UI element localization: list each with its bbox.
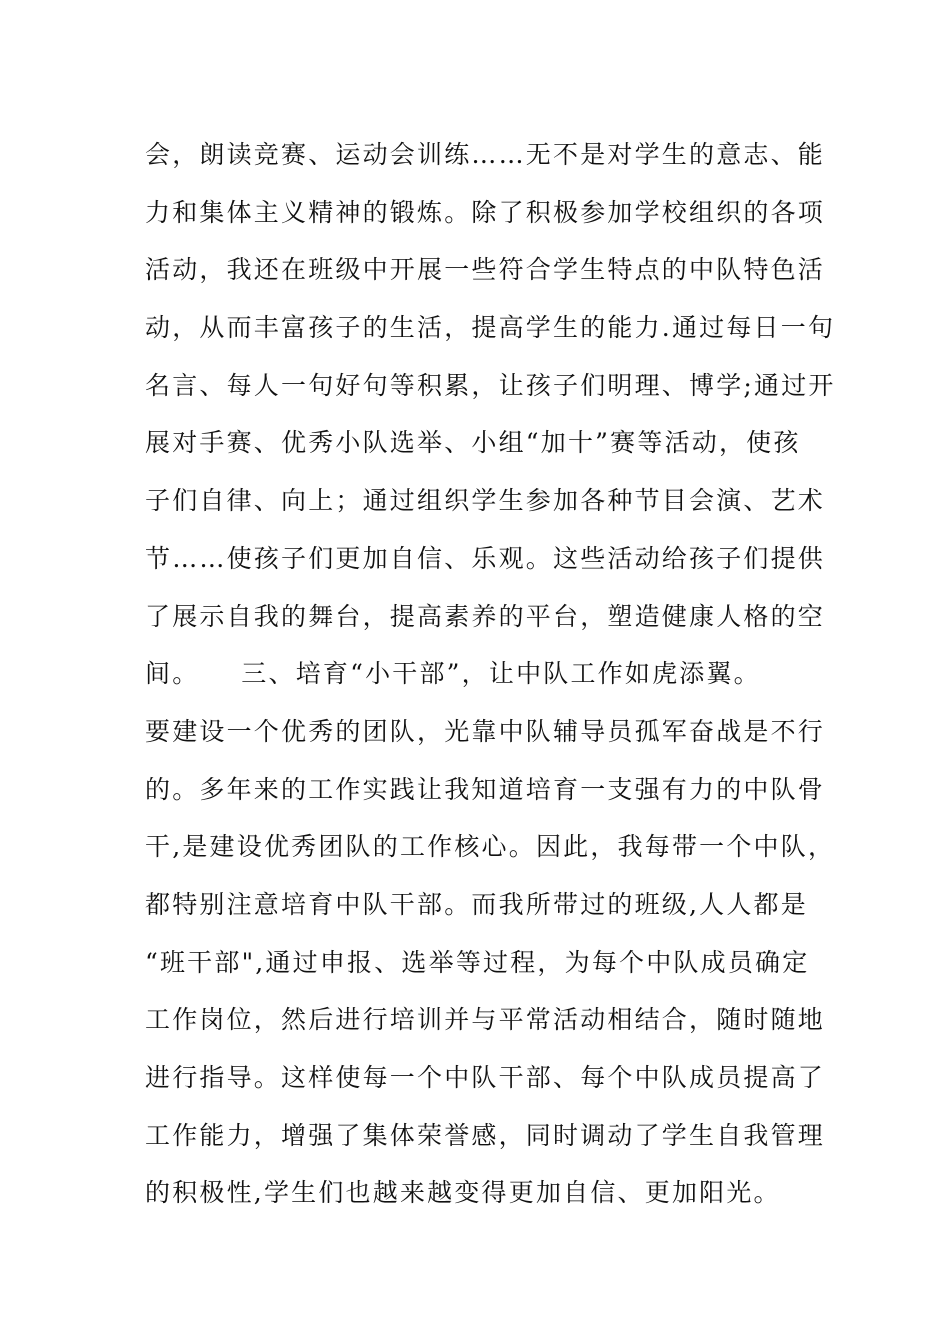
text-line: 名言、每人一句好句等积累，让孩子们明理、博学;通过开 (145, 370, 836, 400)
text-line: 干,是建设优秀团队的工作核心。因此，我每带一个中队， (145, 832, 836, 862)
text-line: 了展示自我的舞台，提高素养的平台，塑造健康人格的空 (145, 601, 826, 631)
text-line: 子们自律、向上；通过组织学生参加各种节目会演、艺术 (145, 486, 826, 516)
text-line: 要建设一个优秀的团队，光靠中队辅导员孤军奋战是不行 (145, 716, 826, 746)
text-line: 都特别注意培育中队干部。而我所带过的班级,人人都是 (145, 889, 808, 919)
text-line: 节……使孩子们更加自信、乐观。这些活动给孩子们提供 (145, 543, 826, 573)
body-text (145, 126, 836, 1222)
text-line: 的。多年来的工作实践让我知道培育一支强有力的中队骨 (145, 774, 826, 804)
text-line: 力和集体主义精神的锻炼。除了积极参加学校组织的各项 (145, 197, 826, 227)
text-line: 间。 三、培育“小干部”，让中队工作如虎添翼。 (145, 659, 761, 689)
text-line: 活动，我还在班级中开展一些符合学生特点的中队特色活 (145, 255, 826, 285)
text-line: 动，从而丰富孩子的生活，提高学生的能力.通过每日一句 (145, 313, 836, 343)
text-line: 会，朗读竞赛、运动会训练……无不是对学生的意志、能 (145, 140, 826, 169)
text-line: “班干部",通过申报、选举等过程，为每个中队成员确定 (145, 947, 810, 977)
text-line: 的积极性,学生们也越来越变得更加自信、更加阳光。 (145, 1178, 781, 1208)
text-line: 展对手赛、优秀小队选举、小组“加十”赛等活动，使孩 (145, 428, 801, 458)
text-line: 工作能力，增强了集体荣誉感，同时调动了学生自我管理 (145, 1120, 826, 1150)
text-line: 工作岗位，然后进行培训并与平常活动相结合，随时随地 (145, 1005, 826, 1035)
text-line: 进行指导。这样使每一个中队干部、每个中队成员提高了 (145, 1063, 826, 1092)
